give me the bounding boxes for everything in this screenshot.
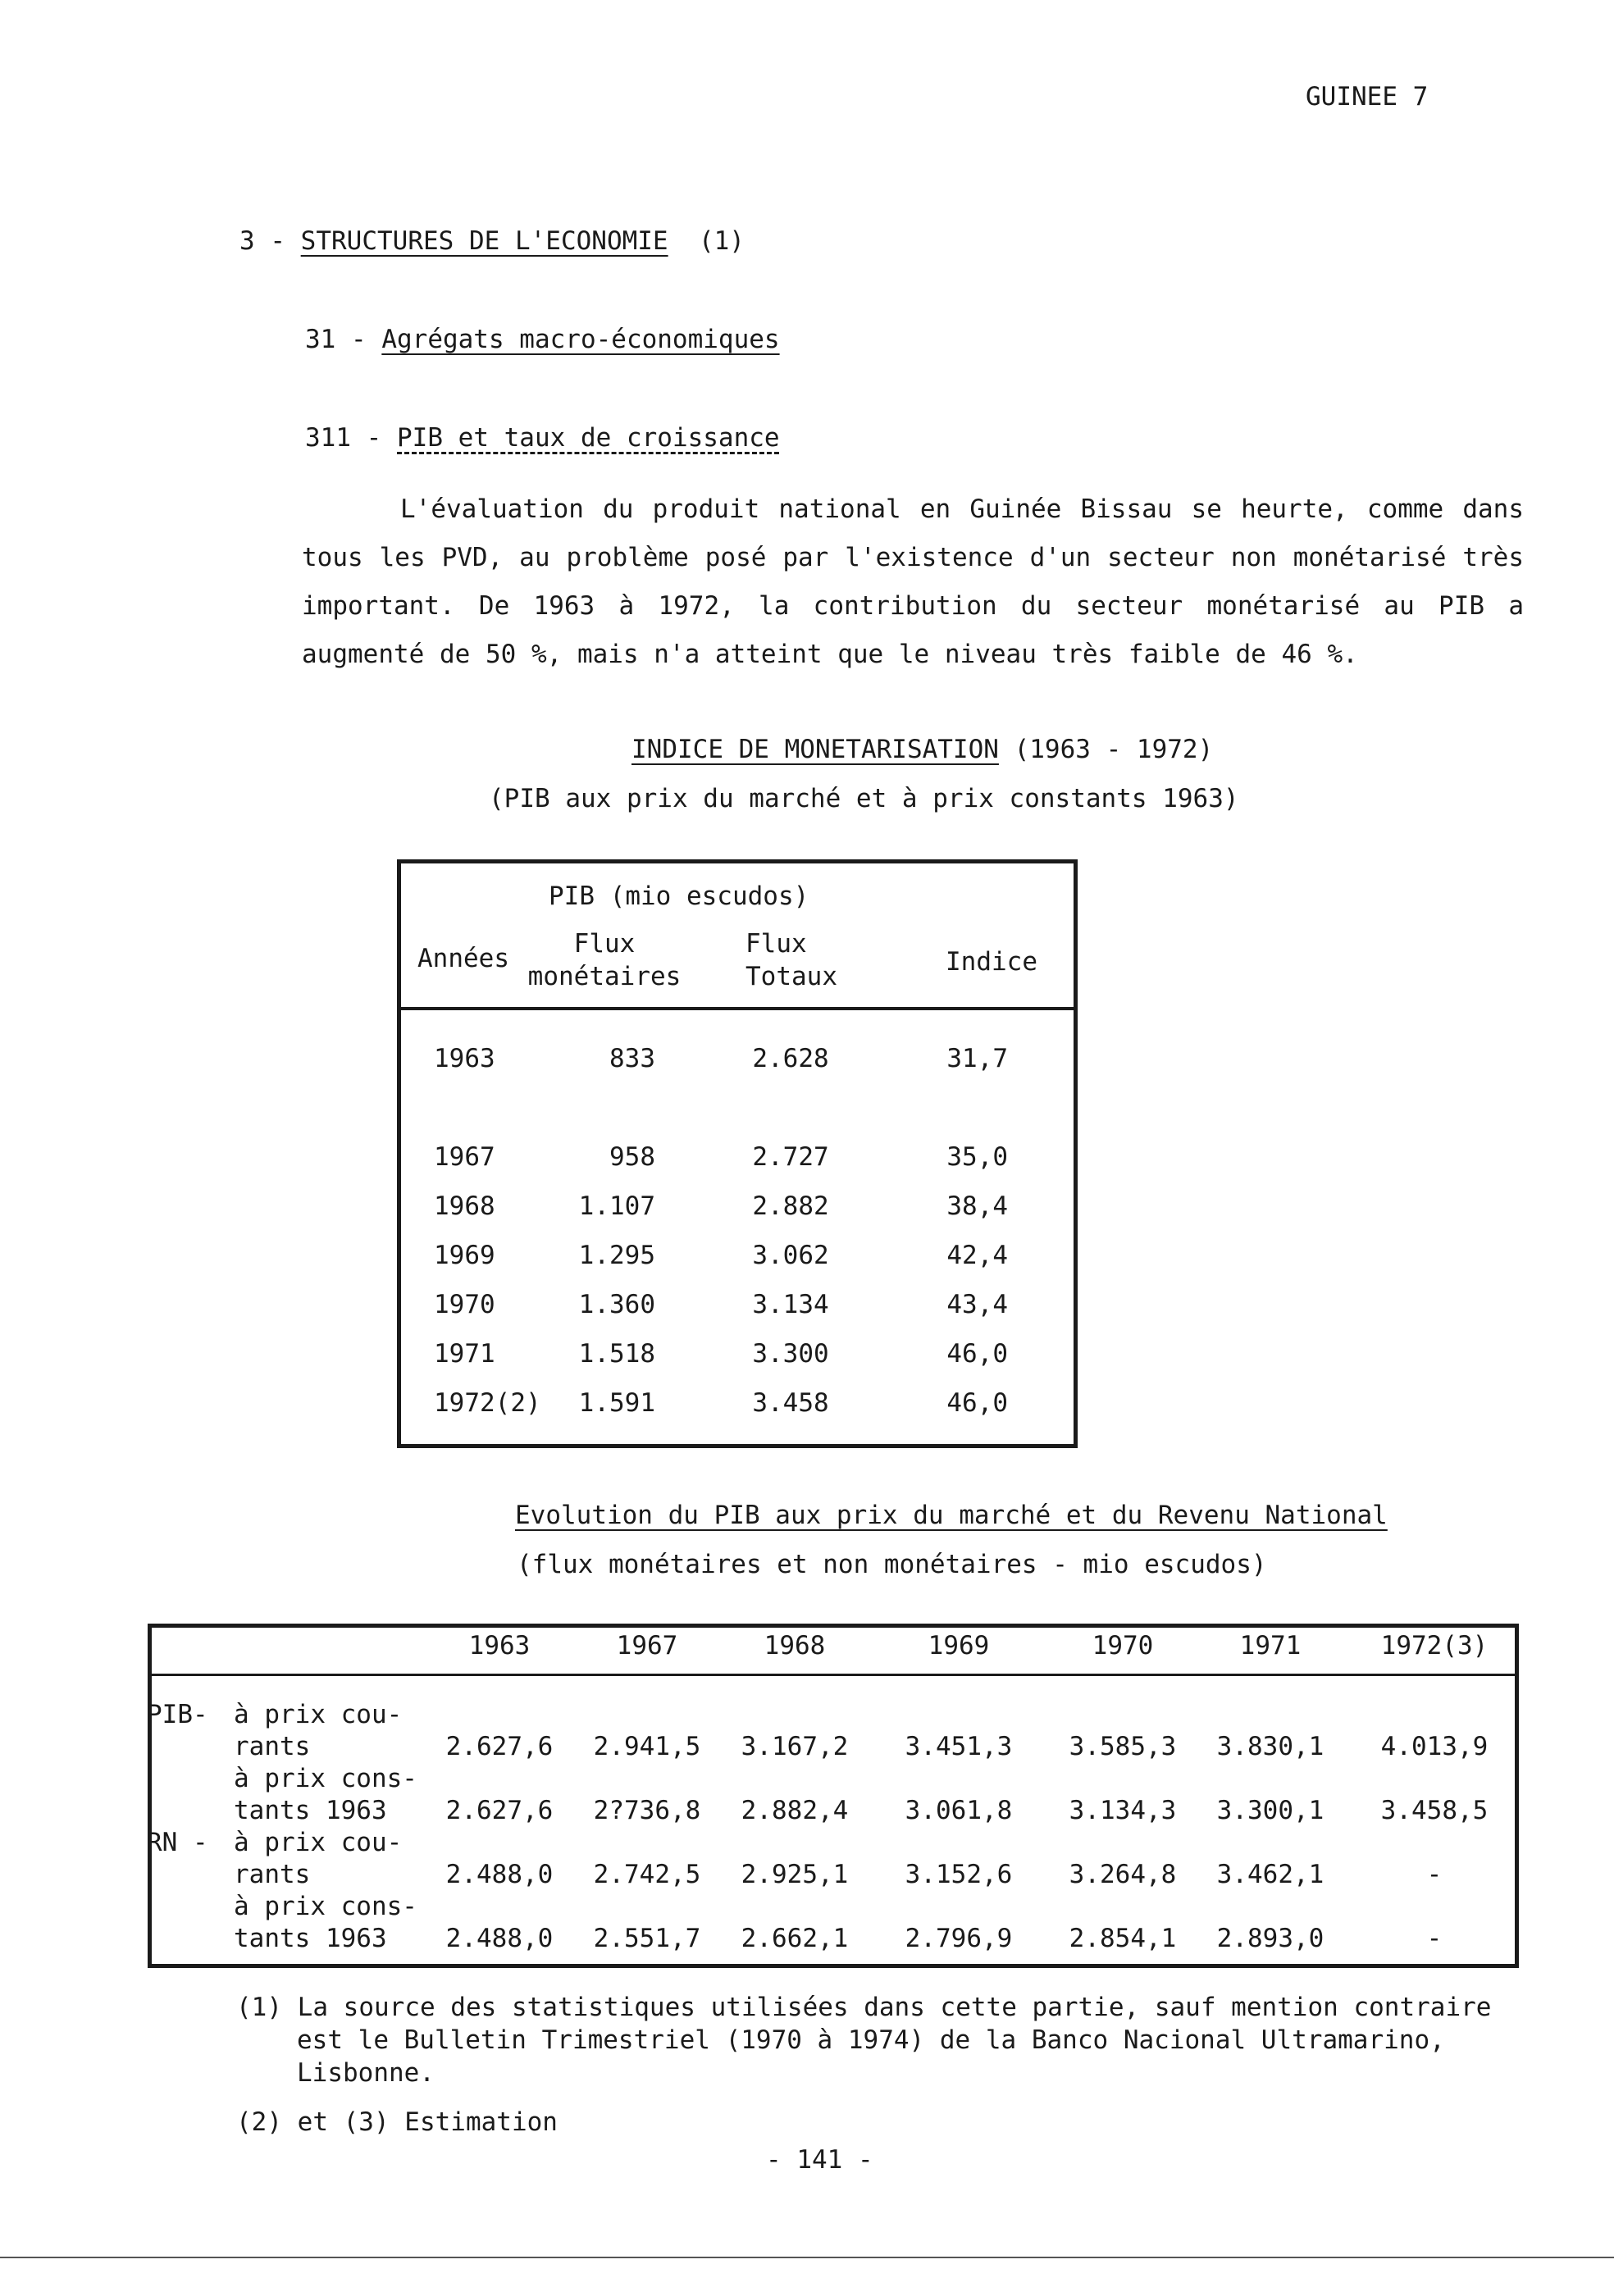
footnote-1-line-1: La source des statistiques utilisées dans cette partie, sauf mention contraire <box>297 1993 1492 2022</box>
table2-cell-value: 3.134,3 <box>1069 1796 1177 1825</box>
footnote-1-line-3: Lisbonne. <box>297 2058 435 2088</box>
table1-cell-indice: 31,7 <box>946 1044 1008 1073</box>
table1-cell-year: 1970 <box>434 1290 495 1319</box>
table1-col-years: Années <box>417 944 509 973</box>
table1-header-divider <box>401 1007 1074 1010</box>
table2-cell-value: 3.462,1 <box>1216 1860 1324 1889</box>
table1-cell-year: 1969 <box>434 1241 495 1270</box>
table2-col-year: 1972(3) <box>1380 1631 1489 1660</box>
table1-cell-year: 1968 <box>434 1191 495 1221</box>
subsection-title: Agrégats macro-économiques <box>381 325 780 354</box>
table2-cell-value: 2.796,9 <box>905 1924 1013 1953</box>
table2-row-label-l2: tants 1963 <box>234 1796 387 1825</box>
table2-cell-value: 3.264,8 <box>1069 1860 1177 1889</box>
table2-cell-value: 2.627,6 <box>445 1732 554 1761</box>
table2-cell-value: 2.893,0 <box>1216 1924 1324 1953</box>
pib-revenu-table <box>148 1624 1519 1968</box>
table1-cell-indice: 42,4 <box>946 1241 1008 1270</box>
table2-cell-value: - <box>1426 1860 1443 1889</box>
table2-col-year: 1970 <box>1092 1631 1154 1660</box>
table1-col-flux-monetaires-l2: monétaires <box>527 962 682 991</box>
table1-cell-indice: 43,4 <box>946 1290 1008 1319</box>
table2-cell-value: - <box>1426 1924 1443 1953</box>
table1-cell-totaux: 3.458 <box>752 1388 829 1418</box>
table1-cell-year: 1972(2) <box>434 1388 541 1418</box>
table1-cell-totaux: 3.300 <box>752 1339 829 1369</box>
table1-title-period: (1963 - 1972) <box>1014 735 1214 764</box>
table2-subtitle: (flux monétaires et non monétaires - mio escudos) <box>517 1550 1267 1579</box>
table1-cell-indice: 46,0 <box>946 1339 1008 1369</box>
subsection-heading <box>305 325 780 355</box>
table2-cell-value: 3.300,1 <box>1216 1796 1324 1825</box>
table1-cell-monetaires: 1.518 <box>578 1339 655 1369</box>
subsubsection-number: 311 - <box>305 423 382 453</box>
table2-col-year: 1967 <box>616 1631 678 1660</box>
table1-cell-monetaires: 1.360 <box>578 1290 655 1319</box>
subsection-number: 31 - <box>305 325 367 354</box>
table2-cell-value: 4.013,9 <box>1380 1732 1489 1761</box>
table1-col-flux-totaux-l2: Totaux <box>745 962 837 991</box>
table1-cell-monetaires: 1.591 <box>578 1388 655 1418</box>
table1-cell-totaux: 2.628 <box>752 1044 829 1073</box>
table1-cell-totaux: 3.134 <box>752 1290 829 1319</box>
bottom-edge-rule <box>0 2257 1614 2258</box>
table1-col-flux-monetaires-l1: Flux <box>573 929 636 959</box>
table2-row-prefix: RN - <box>147 1828 208 1857</box>
table1-cell-totaux: 2.882 <box>752 1191 829 1221</box>
section-title: STRUCTURES DE L'ECONOMIE <box>300 226 668 256</box>
table1-cell-monetaires: 1.295 <box>578 1241 655 1270</box>
table2-title: Evolution du PIB aux prix du marché et du Revenu National <box>515 1501 1388 1530</box>
table2-row-label-l1: à prix cou- <box>234 1700 403 1729</box>
table1-cell-totaux: 2.727 <box>752 1142 829 1172</box>
table1-cell-monetaires: 833 <box>609 1044 655 1073</box>
section-heading <box>239 226 745 257</box>
table2-cell-value: 2.551,7 <box>593 1924 701 1953</box>
table2-cell-value: 3.061,8 <box>905 1796 1013 1825</box>
table2-row-prefix: PIB- <box>147 1700 208 1729</box>
table2-row-label-l2: rants <box>234 1732 311 1761</box>
footnote-1-marker: (1) <box>236 1993 282 2022</box>
table2-cell-value: 3.830,1 <box>1216 1732 1324 1761</box>
subsubsection-heading <box>305 423 780 453</box>
table1-cell-indice: 46,0 <box>946 1388 1008 1418</box>
table1-subtitle: (PIB aux prix du marché et à prix constants 1963) <box>489 784 1239 813</box>
table2-col-year: 1969 <box>928 1631 990 1660</box>
table2-cell-value: 3.451,3 <box>905 1732 1013 1761</box>
table1-title <box>631 735 1213 765</box>
table1-cell-monetaires: 958 <box>609 1142 655 1172</box>
table2-cell-value: 3.585,3 <box>1069 1732 1177 1761</box>
table1-cell-year: 1967 <box>434 1142 495 1172</box>
page-number: - 141 - <box>766 2145 873 2175</box>
table2-cell-value: 2.742,5 <box>593 1860 701 1889</box>
body-paragraph: L'évaluation du produit national en Guinée Bissau se heurte, comme dans tous les PVD, au problème posé par l'existence d'un secteur non monétarisé très important. De 1963 à 1972, la contribution du secteur monétarisé au PIB a augmenté de 50 %, mais n'a atteint que le niveau très faible de 46 %. <box>302 494 1524 669</box>
table2-cell-value: 2.488,0 <box>445 1860 554 1889</box>
table2-col-year: 1968 <box>764 1631 826 1660</box>
table2-row-label-l2: rants <box>234 1860 311 1889</box>
footnote-2: (2) et (3) Estimation <box>236 2107 558 2137</box>
table1-cell-indice: 38,4 <box>946 1191 1008 1221</box>
table2-col-year: 1963 <box>468 1631 531 1660</box>
page-header-ref: GUINEE 7 <box>1306 82 1429 112</box>
table2-cell-value: 2.854,1 <box>1069 1924 1177 1953</box>
table2-cell-value: 2.925,1 <box>741 1860 849 1889</box>
table1-cell-totaux: 3.062 <box>752 1241 829 1270</box>
table1-cell-year: 1971 <box>434 1339 495 1369</box>
table2-row-label-l1: à prix cons- <box>234 1764 417 1793</box>
table2-col-year: 1971 <box>1239 1631 1302 1660</box>
table2-cell-value: 3.152,6 <box>905 1860 1013 1889</box>
footnote-1-line-2: est le Bulletin Trimestriel (1970 à 1974) de la Banco Nacional Ultramarino, <box>297 2025 1445 2055</box>
table2-cell-value: 2.488,0 <box>445 1924 554 1953</box>
table2-cell-value: 2?736,8 <box>593 1796 701 1825</box>
table1-cell-monetaires: 1.107 <box>578 1191 655 1221</box>
table2-header-divider <box>152 1674 1515 1676</box>
section-note-ref: (1) <box>698 226 745 256</box>
table1-cell-indice: 35,0 <box>946 1142 1008 1172</box>
table2-cell-value: 3.167,2 <box>741 1732 849 1761</box>
footnote-1 <box>236 1991 1581 2024</box>
subsubsection-title: PIB et taux de croissance <box>397 423 780 453</box>
table2-cell-value: 3.458,5 <box>1380 1796 1489 1825</box>
monetarisation-table <box>397 859 1078 1448</box>
table1-cell-year: 1963 <box>434 1044 495 1073</box>
table2-cell-value: 2.662,1 <box>741 1924 849 1953</box>
table1-col-indice: Indice <box>946 947 1037 977</box>
table2-cell-value: 2.627,6 <box>445 1796 554 1825</box>
table2-row-label-l1: à prix cou- <box>234 1828 403 1857</box>
table2-cell-value: 2.941,5 <box>593 1732 701 1761</box>
table1-col-flux-totaux-l1: Flux <box>745 929 807 959</box>
table1-title-text: INDICE DE MONETARISATION <box>631 735 999 764</box>
table2-cell-value: 2.882,4 <box>741 1796 849 1825</box>
table2-row-label-l2: tants 1963 <box>234 1924 387 1953</box>
table2-row-label-l1: à prix cons- <box>234 1892 417 1921</box>
table1-group-header: PIB (mio escudos) <box>549 882 809 911</box>
section-number: 3 - <box>239 226 285 256</box>
